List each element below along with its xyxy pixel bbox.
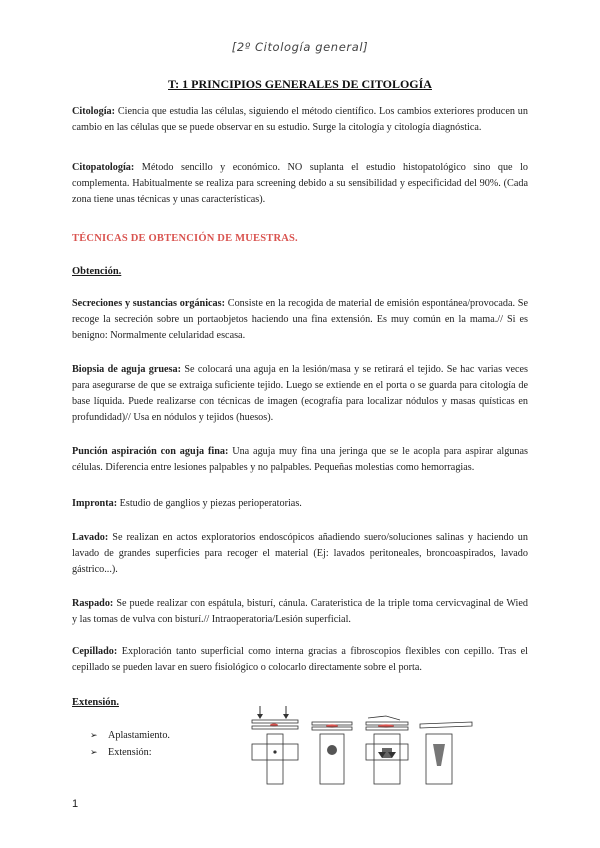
technique-text: Se colocará una aguja en la lesión/masa y se retirará el tejido. Se hac varias veces para asegurarse de que se extraiga suficiente tejido. Luego se extiende en el porta o se guarda para citología de base líquida. Puede realizarse con técnicas de imagen (ecografía para localizar nódulos y masas quísticas en profundidad)// Usa en nódulos y tejidos (huesos). [72,364,528,423]
technique-secreciones [72,296,528,344]
term-label: Impronta: [72,498,118,509]
pressed-smear-illustration [312,722,352,784]
squash-step-illustration [252,706,298,784]
term-label: Citología: [72,106,116,117]
technique-puncion [72,444,528,476]
bullet-item [90,730,170,741]
subsection-extension: Extensión. [72,697,119,708]
bullet-item [90,747,152,758]
definition-text: Ciencia que estudia las células, siguiendo el método científico. Los cambios exteriores producen un cambio en las células que se puede observar en su estudio. Surge la citología y citología diagnóstica. [72,106,528,133]
definition-text: Método sencillo y económico. NO suplanta el estudio histopatológico sino que lo complementa. Habitualmente se realiza para screening debido a su sensibilidad y especificidad del 90%. (Cada zona tiene unas técnicas y unas características). [72,162,528,205]
technique-raspado [72,596,528,628]
technique-text: Estudio de ganglios y piezas perioperatorias. [117,498,302,509]
term-label: Citopatología: [72,162,135,173]
term-label: Cepillado: [72,646,118,657]
technique-lavado [72,530,528,578]
technique-impronta [72,496,528,512]
technique-text: Exploración tanto superficial como interna gracias a fibroscopios flexibles con cepillo. Tras el cepillado se pueden lavar en suero fisiológico o colocarlo directamente sobre el porta. [72,646,528,673]
final-smear-illustration [420,722,472,784]
definition-citologia [72,104,528,136]
sliding-smear-illustration [366,716,408,784]
subsection-obtencion: Obtención. [72,266,122,277]
term-label: Punción aspiración con aguja fina: [72,446,229,457]
section-heading: TÉCNICAS DE OBTENCIÓN DE MUESTRAS. [72,233,298,244]
technique-biopsia [72,362,528,426]
bullet-text: Aplastamiento. [108,730,170,741]
technique-cepillado [72,644,528,676]
technique-text: Se puede realizar con espátula, bisturí, cánula. Carateristica de la triple toma cervicvaginal de Wied y las tomas de vulva con bisturí.// Intraoperatoria/Lesión superficial. [72,598,528,625]
page-number: 1 [72,798,79,810]
term-label: Secreciones y sustancias orgánicas: [72,298,226,309]
arrow-bullet-icon: ➢ [90,748,98,758]
smear-technique-diagram [250,704,480,790]
page-header: [2º Citología general] [231,40,369,54]
term-label: Raspado: [72,598,114,609]
bullet-text: Extensión: [108,747,152,758]
definition-citopatologia [72,160,528,208]
term-label: Biopsia de aguja gruesa: [72,364,182,375]
page-title: T: 1 PRINCIPIOS GENERALES DE CITOLOGÍA [168,77,432,91]
term-label: Lavado: [72,532,109,543]
arrow-bullet-icon: ➢ [90,731,98,741]
technique-text: Consiste en la recogida de material de emisión espontánea/provocada. Se recoge la secreción sobre un portaobjetos haciendo una fina extensión. Es muy común en la mama.// Si es benigno: Normalmente celularidad escasa. [72,298,528,341]
technique-text: Una aguja muy fina una jeringa que se le acopla para aspirar algunas células. Diferencia entre lesiones palpables y no palpables. Pequeñas molestias como hemorragias. [72,446,528,473]
technique-text: Se realizan en actos exploratorios endoscópicos añadiendo suero/soluciones salinas y haciendo un lavado de grandes superficies para recoger el material (Ej: lavados peritoneales, broncoaspirados, lavado gástrico...). [72,532,528,575]
